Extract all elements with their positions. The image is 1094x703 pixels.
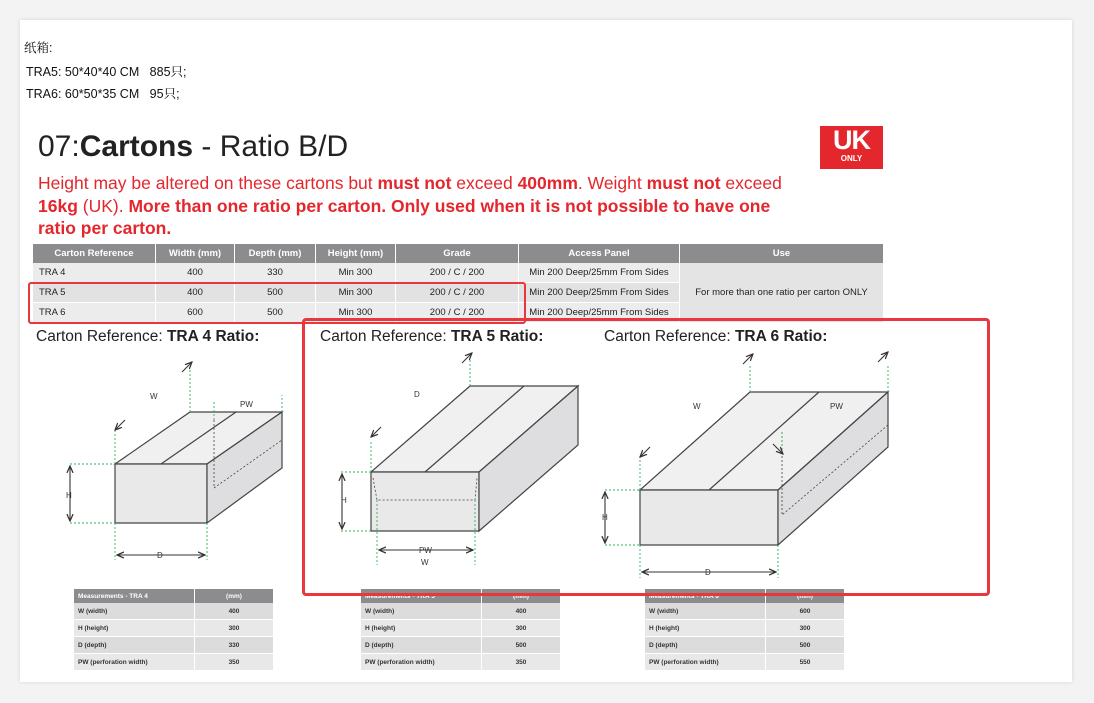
cell: TRA 6 — [33, 303, 156, 323]
col-height: Height (mm) — [316, 244, 396, 263]
cell: 600 — [156, 303, 235, 323]
meas-label: PW (perforation width) — [361, 654, 482, 671]
warning-text: Height may be altered on these cartons but must not exceed 400mm. Weight must not exceed 16kg (UK). More than one ratio per carton. Only used when it is not possible to have one ratio per carton. — [38, 173, 782, 238]
measurements-table-tra6 — [645, 589, 845, 671]
measurements-table-tra5 — [361, 589, 561, 671]
col-width: Width (mm) — [156, 244, 235, 263]
meas-label: W (width) — [74, 603, 195, 620]
meas-value: 550 — [766, 654, 845, 671]
label-d-tra5: D — [414, 390, 420, 399]
col-grade: Grade — [396, 244, 519, 263]
meas-head-unit: (mm) — [482, 589, 561, 603]
cell: Min 200 Deep/25mm From Sides — [519, 263, 680, 283]
meas-value: 400 — [195, 603, 274, 620]
cell: 500 — [235, 283, 316, 303]
cell: 400 — [156, 283, 235, 303]
meas-label: H (height) — [645, 620, 766, 637]
cell: 200 / C / 200 — [396, 263, 519, 283]
label-pw-tra6: PW — [830, 402, 843, 411]
meas-label: D (depth) — [74, 637, 195, 654]
meas-value: 600 — [766, 603, 845, 620]
diagram-title-tra4: Carton Reference: TRA 4 Ratio: — [36, 328, 260, 345]
doc-title: 07:Cartons - Ratio B/D — [38, 130, 349, 163]
cell: Min 200 Deep/25mm From Sides — [519, 283, 680, 303]
meas-label: D (depth) — [361, 637, 482, 654]
meas-head-unit: (mm) — [766, 589, 845, 603]
cell: 500 — [235, 303, 316, 323]
label-h-tra6: H — [602, 513, 608, 522]
meas-head: Measurements - TRA 5 — [361, 589, 482, 603]
meas-value: 300 — [766, 620, 845, 637]
note-line-tra5: TRA5: 50*40*40 CM 885只; — [26, 65, 187, 79]
cell: TRA 5 — [33, 283, 156, 303]
highlight-tra5-tra6-diagrams — [302, 318, 990, 596]
use-cell: For more than one ratio per carton ONLY — [680, 263, 884, 323]
col-carton-reference: Carton Reference — [33, 244, 156, 263]
meas-value: 350 — [482, 654, 561, 671]
meas-value: 500 — [766, 637, 845, 654]
cell: Min 300 — [316, 263, 396, 283]
meas-label: H (height) — [361, 620, 482, 637]
meas-label: PW (perforation width) — [645, 654, 766, 671]
cell: 200 / C / 200 — [396, 283, 519, 303]
meas-value: 330 — [195, 637, 274, 654]
meas-head-unit: (mm) — [195, 589, 274, 603]
measurements-table-tra4 — [74, 589, 274, 671]
uk-only-badge: UK ONLY — [820, 126, 883, 169]
meas-head: Measurements - TRA 4 — [74, 589, 195, 603]
meas-label: W (width) — [645, 603, 766, 620]
note-label: 纸箱: — [24, 41, 53, 55]
meas-label: PW (perforation width) — [74, 654, 195, 671]
cell: Min 300 — [316, 303, 396, 323]
cell: 330 — [235, 263, 316, 283]
meas-value: 400 — [482, 603, 561, 620]
box-tra4 — [115, 412, 282, 523]
meas-head: Measurements - TRA 6 — [645, 589, 766, 603]
cell: Min 300 — [316, 283, 396, 303]
meas-value: 300 — [195, 620, 274, 637]
cell: TRA 4 — [33, 263, 156, 283]
label-w-tra6: W — [693, 402, 701, 411]
label-pw-tra4: PW — [240, 400, 253, 409]
cell: 400 — [156, 263, 235, 283]
col-access-panel: Access Panel — [519, 244, 680, 263]
meas-label: H (height) — [74, 620, 195, 637]
cell: 200 / C / 200 — [396, 303, 519, 323]
label-pw-tra5: PW — [419, 546, 432, 555]
label-w-tra5: W — [421, 558, 429, 567]
note-line-tra6: TRA6: 60*50*35 CM 95只; — [26, 87, 180, 101]
diagram-title-tra6: Carton Reference: TRA 6 Ratio: — [604, 328, 828, 345]
label-w-tra4: W — [150, 392, 158, 401]
diagram-title-tra5: Carton Reference: TRA 5 Ratio: — [320, 328, 544, 345]
meas-label: W (width) — [361, 603, 482, 620]
meas-value: 500 — [482, 637, 561, 654]
label-h-tra5: H — [341, 496, 347, 505]
label-d-tra6: D — [705, 568, 711, 577]
col-depth: Depth (mm) — [235, 244, 316, 263]
col-use: Use — [680, 244, 884, 263]
meas-value: 300 — [482, 620, 561, 637]
meas-value: 350 — [195, 654, 274, 671]
meas-label: D (depth) — [645, 637, 766, 654]
cell: Min 200 Deep/25mm From Sides — [519, 303, 680, 323]
label-h-tra4: H — [66, 491, 72, 500]
label-d-tra4: D — [157, 551, 163, 560]
